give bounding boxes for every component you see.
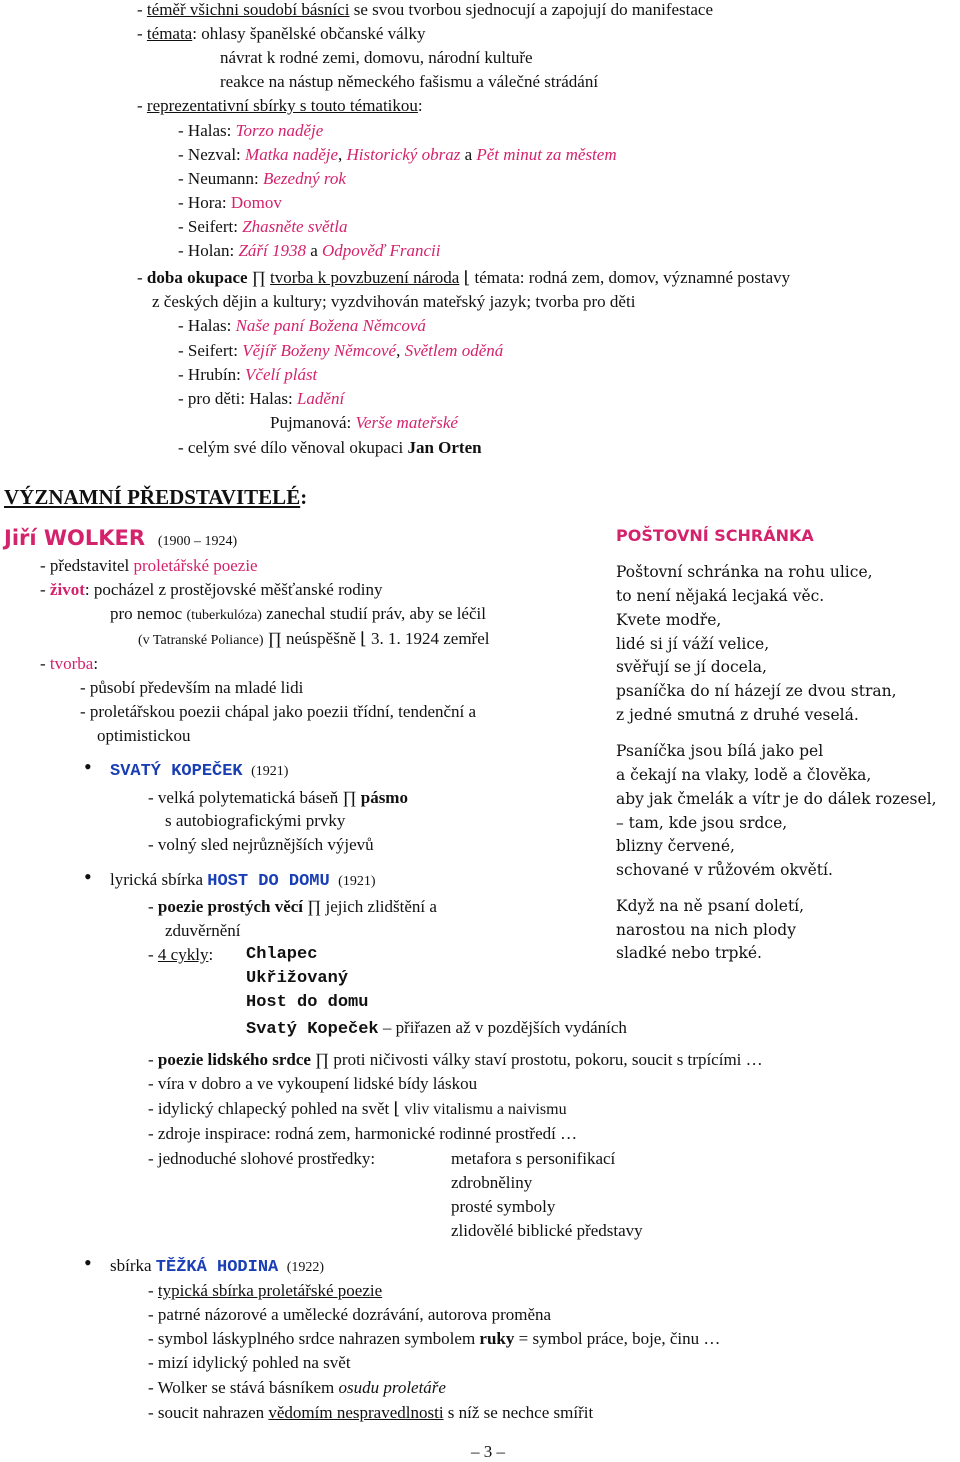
poem-line: sladké nebo trpké. bbox=[616, 944, 762, 962]
line-t5: - Wolker se stává básníkem osudu proletáře bbox=[148, 1378, 446, 1397]
line-hora: - Hora: Domov bbox=[178, 193, 282, 212]
cycle-1: Chlapec bbox=[246, 945, 318, 964]
poem-line: psaníčka do ní házejí ze dvou stran, bbox=[616, 682, 897, 700]
line-nezval: - Nezval: Matka naděje, Historický obraz a Pět minut za městem bbox=[178, 145, 617, 164]
line-okupace: - doba okupace ∏ tvorba k povzbuzení národa ⌊ témata: rodná zem, domov, významné postavy bbox=[137, 268, 791, 287]
poem-line: to není nějaká lecjaká věc. bbox=[616, 587, 825, 605]
line-h1: - poezie prostých věcí ∏ jejich zlidštění a bbox=[148, 897, 437, 916]
page-number: – 3 – bbox=[471, 1442, 505, 1461]
line-h8: - jednoduché slohové prostředky: bbox=[148, 1149, 376, 1168]
line-w5: - tvorba: bbox=[40, 654, 99, 673]
line-host: lyrická sbírka HOST DO DOMU (1921) bbox=[110, 870, 376, 891]
line-w8: optimistickou bbox=[97, 726, 191, 745]
poem-line: – tam, kde jsou srdce, bbox=[616, 814, 788, 832]
poem-line: svěřují se jí docela, bbox=[616, 658, 767, 676]
line-h7: - zdroje inspirace: rodná zem, harmonické rodinné prostředí … bbox=[148, 1124, 578, 1143]
line-o-pujmanova: Pujmanová: Verše mateřské bbox=[270, 413, 458, 432]
line-h10: prosté symboly bbox=[451, 1197, 556, 1216]
poem-line: schované v růžovém okvětí. bbox=[616, 861, 833, 879]
poem-title: POŠTOVNÍ SCHRÁNKA bbox=[616, 526, 814, 545]
line-halas: - Halas: Torzo naděje bbox=[178, 121, 324, 140]
cycle-3: Host do domu bbox=[246, 993, 369, 1012]
line-holan: - Holan: Září 1938 a Odpověď Francii bbox=[178, 241, 441, 260]
section-heading: VÝZNAMNÍ PŘEDSTAVITELÉ: bbox=[4, 485, 308, 509]
line-t3: - symbol láskyplného srdce nahrazen symbolem ruky = symbol práce, boje, činu … bbox=[148, 1329, 721, 1348]
line-t2: - patrné názorové a umělecké dozrávání, autorova proměna bbox=[148, 1305, 552, 1324]
line-w7: - proletářskou poezii chápal jako poezii třídní, tendenční a bbox=[80, 702, 477, 721]
poem-line: aby jak čmelák a vítr je do dálek rozesel, bbox=[616, 790, 937, 808]
line-h6: - idylický chlapecký pohled na svět ⌊ vliv vitalismu a naivismu bbox=[148, 1099, 567, 1118]
line-navrat: návrat k rodné zemi, domovu, národní kultuře bbox=[220, 48, 533, 67]
line-w3: pro nemoc (tuberkulóza) zanechal studií práv, aby se léčil bbox=[110, 604, 486, 623]
line-manifestace: - téměř všichni soudobí básníci se svou tvorbou sjednocují a zapojují do manifestace bbox=[137, 0, 714, 19]
poem-line: Poštovní schránka na rohu ulice, bbox=[616, 563, 873, 581]
poem-line: blizny červené, bbox=[616, 837, 735, 855]
line-h2: zduvěrnění bbox=[165, 921, 241, 940]
line-neumann: - Neumann: Bezedný rok bbox=[178, 169, 346, 188]
line-w2: - život: pocházel z prostějovské měšťanské rodiny bbox=[40, 580, 383, 599]
line-h9: zdrobněliny bbox=[451, 1173, 533, 1192]
line-reakce: reakce na nástup německého fašismu a válečné strádání bbox=[220, 72, 599, 91]
poem-line: narostou na nich plody bbox=[616, 921, 796, 939]
line-h8-b: metafora s personifikací bbox=[451, 1149, 616, 1168]
line-w4: (v Tatranské Poliance) ∏ neúspěšně ⌊ 3. 1. 1924 zemřel bbox=[138, 629, 490, 648]
line-o-halas: - Halas: Naše paní Božena Němcová bbox=[178, 316, 426, 335]
line-o-deti: - pro děti: Halas: Ladění bbox=[178, 389, 345, 408]
line-w6: - působí především na mladé lidi bbox=[80, 678, 304, 697]
line-t6: - soucit nahrazen vědomím nespravedlnosti s níž se nechce smířit bbox=[148, 1403, 594, 1422]
line-h4: - poezie lidského srdce ∏ proti ničivosti války staví prostotu, pokoru, soucit s trpícími … bbox=[148, 1050, 763, 1069]
line-h11: zlidovělé biblické představy bbox=[451, 1221, 643, 1240]
poem-line: z jedné smutná z druhé veselá. bbox=[616, 706, 859, 724]
poem-line: Když na ně psaní doletí, bbox=[616, 897, 805, 915]
bullet-icon: • bbox=[84, 864, 92, 889]
poem-line: Kvete modře, bbox=[616, 611, 722, 629]
line-okupace-2: z českých dějin a kultury; vyzdvihován mateřský jazyk; tvorba pro děti bbox=[152, 292, 636, 311]
line-s3: - volný sled nejrůznějších výjevů bbox=[148, 835, 374, 854]
author-wolker: Jiří WOLKER (1900 – 1924) bbox=[4, 526, 238, 550]
line-o-seifert: - Seifert: Vějíř Boženy Němcové, Světlem oděná bbox=[178, 341, 504, 360]
line-svaty: SVATÝ KOPEČEK (1921) bbox=[110, 762, 289, 781]
poem-line: Psaníčka jsou bílá jako pel bbox=[616, 742, 824, 760]
line-t1: - typická sbírka proletářské poezie bbox=[148, 1281, 383, 1300]
poem-line: lidé si jí váží velice, bbox=[616, 635, 770, 653]
line-w1: - představitel proletářské poezie bbox=[40, 556, 258, 575]
line-tezka: sbírka TĚŽKÁ HODINA (1922) bbox=[110, 1256, 325, 1277]
line-h3: - 4 cykly: bbox=[148, 945, 214, 964]
line-s1: - velká polytematická báseň ∏ pásmo bbox=[148, 788, 408, 807]
cycle-4: Svatý Kopeček – přiřazen až v pozdějších vydáních bbox=[246, 1018, 627, 1039]
poem-line: a čekají na vlaky, lodě a člověka, bbox=[616, 766, 872, 784]
line-sbirky: - reprezentativní sbírky s touto tématikou: bbox=[137, 96, 423, 115]
line-temata: - témata: ohlasy španělské občanské války bbox=[137, 24, 426, 43]
line-h5: - víra v dobro a ve vykoupení lidské bídy láskou bbox=[148, 1074, 478, 1093]
line-o-orten: - celým své dílo věnoval okupaci Jan Orten bbox=[178, 438, 482, 457]
line-t4: - mizí idylický pohled na svět bbox=[148, 1353, 351, 1372]
cycle-2: Ukřižovaný bbox=[246, 969, 349, 988]
bullet-icon: • bbox=[84, 754, 92, 779]
line-s2: s autobiografickými prvky bbox=[165, 811, 346, 830]
bullet-icon: • bbox=[84, 1250, 92, 1275]
line-o-hrubin: - Hrubín: Včelí plást bbox=[178, 365, 318, 384]
line-seifert: - Seifert: Zhasněte světla bbox=[178, 217, 348, 236]
